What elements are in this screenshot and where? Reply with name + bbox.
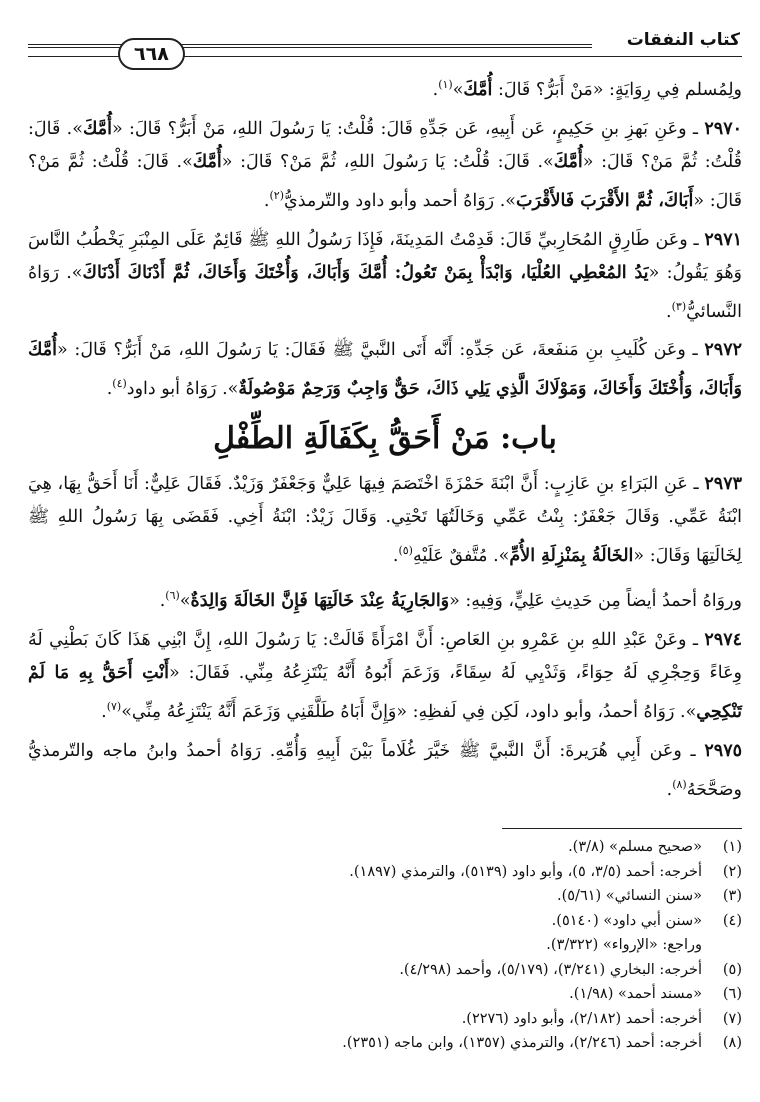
footnote-item: (٣) «سنن النسائي» (٥/٦١).	[556, 888, 742, 904]
hadith-2970: ٢٩٧٠ ـ وعَنِ بَهزِ بنِ حَكِيمٍ، عَن أَبِيهِ، عَن جَدِّهِ قَالَ: قُلْتُ: يَا رَسُولَ اللهِ، مَنْ أَبَرُّ؟ قَالَ: «أُمَّكَ». قَالَ: قُلْتُ: ثُمَّ مَنْ؟ قَالَ: «أُمَّكَ». قَالَ: قُلْتُ: يَا رَسُولَ اللهِ، ثُمَّ مَنْ؟ قَالَ: «أُمَّكَ». قَالَ: قُلْتُ: ثُمَّ مَنْ؟ قَالَ: «أَبَاكَ، ثُمَّ الأَقْرَبَ فَالأَقْرَبَ». رَوَاهُ أحمد وأبو داود والتّرمذيُّ$^{(٢)}$.	[28, 118, 743, 211]
page-number: ٦٦٨	[118, 38, 185, 70]
hadith-number: ٢٩٧٠	[704, 118, 743, 139]
footnote-item: (١) «صحيح مسلم» (٣/٨).	[568, 839, 742, 855]
footnotes	[28, 828, 742, 1056]
hadith-number: ٢٩٧٤	[704, 629, 742, 650]
hadith-number: ٢٩٧٣	[704, 474, 742, 495]
book-title: كتاب النفقات	[626, 30, 740, 50]
hadith-2972: ٢٩٧٢ ـ وعَن كُلَيبِ بنِ مَنفَعةَ، عَن جَدِّهِ: أَنَّه أَتَى النَّبيَّ ﷺ فَقَالَ: يَا رَسُولَ اللهِ، مَنْ أَبَرُّ؟ قَالَ: «أُمَّكَ وَأَبَاكَ، وَأُخْتَكَ وَأَخَاكَ، وَمَوْلَاكَ الَّذِي يَلِي ذَاكَ، حَقٌّ وَاجِبٌ وَرَحِمٌ مَوْصُولَةٌ». رَوَاهُ أبو داود$^{(٤)}$.	[28, 340, 742, 400]
hadith-number: ٢٩٧١	[704, 229, 742, 250]
footnote-item: وراجع: «الإرواء» (٣/٣٢٢).	[546, 937, 702, 953]
main-text	[28, 68, 742, 813]
paragraph-muslim-narration: ولِمُسلم فِي رِوَايَةٍ: «مَنْ أَبَرُّ؟ قَالَ: أُمَّكَ»$^{(١)}$.	[432, 78, 742, 100]
book-page	[28, 0, 742, 1102]
footnote-ref[interactable]: (٨)	[672, 777, 687, 791]
footnote-item: (٧) أخرجه: أحمد (٢/١٨٢)، وأبو داود (٢٢٧٦).	[461, 1010, 742, 1027]
footnote-ref[interactable]: (٧)	[106, 699, 122, 713]
hadith-number: ٢٩٧٥	[704, 740, 742, 761]
footnote-ref[interactable]: (٤)	[112, 377, 127, 391]
footnote-item: (٨) أخرجه: أحمد (٢/٢٤٦)، والترمذي (١٣٥٧)، وابن ماجه (٢٣٥١).	[342, 1035, 742, 1051]
footnote-item: (٢) أخرجه: أحمد (٣/٥، ٥)، وأبو داود (٥١٣٩)، والترمذي (١٨٩٧).	[349, 863, 742, 880]
footnote-ref[interactable]: (١)	[438, 78, 453, 91]
hadith-number: ٢٩٧٢	[704, 340, 742, 361]
hadith-2975: ٢٩٧٥ ـ وعَن أَبِي هُرَيرةَ: أَنَّ النَّبيَّ ﷺ خَيَّرَ غُلَاماً بَيْنَ أَبِيهِ وَأُمِّهِ. رَوَاهُ أحمدُ وابنُ ماجه والتّرمذيُّ وصَحَّحَهُ$^{(٨)}$.	[28, 740, 742, 800]
footnote-ref[interactable]: (٦)	[165, 589, 180, 603]
footnote-item: (٦) «مسند أحمد» (١/٩٨).	[569, 986, 742, 1002]
footnote-rule	[502, 828, 742, 829]
header-double-rule	[28, 44, 592, 48]
hadith-2974: ٢٩٧٤ ـ وعَنْ عَبْدِ اللهِ بنِ عَمْرِو بنِ العَاصِ: أَنَّ امْرَأَةً قَالَتْ: يَا رَسُولَ اللهِ، إِنَّ ابْنِي هَذَا كَانَ بَطْنِي لَهُ وِعَاءً وَحِجْرِي لَهُ حِوَاءً، وَثَدْيِي لَهُ سِقَاءً، وَزَعَمَ أَبُوهُ أَنَّهُ يَنْتَزِعُهُ مِنِّي. فَقَالَ: «أَنْتِ أَحَقُّ بِهِ مَا لَمْ تَنْكِحِي». رَوَاهُ أحمدُ، وأبو داود، لَكِن فِي لَفظِهِ: «وَإِنَّ أَبَاهُ طَلَّقَنِي وَزَعَمَ أَنَّهُ يَنْتَزِعُهُ مِنِّي»$^{(٧)}$.	[28, 629, 742, 722]
chapter-title: باب: مَنْ أَحَقُّ بِكَفَالَةِ الطِّفْلِ	[213, 421, 557, 457]
footnote-item: (٤) «سنن أبي داود» (٥١٤٠).	[551, 912, 742, 929]
page-header	[28, 0, 742, 65]
hadith-2973: ٢٩٧٣ ـ عَنِ البَرَاءِ بنِ عَازِبٍ: أَنَّ ابْنَةَ حَمْزَةَ اخْتَصَمَ فِيهَا عَلِيٌّ وَجَعْفَرٌ وَزَيْدٌ. فَقَالَ عَلِيٌّ: أَنَا أَحَقُّ بِهَا، هِيَ ابْنَةُ عَمِّي. وَقَالَ جَعْفَرٌ: بِنْتُ عَمِّي وَخَالَتُهَا تَحْتِي. وَقَالَ زَيْدٌ: ابْنَةُ أَخِي. فَقَضَى بِهَا رَسُولُ اللهِ ﷺ لِخَالَتِهَا وَقَالَ: «الخَالَةُ بِمَنْزِلَةِ الأُمِّ». مُتَّفقٌ عَلَيْهِ$^{(٥)}$.	[28, 474, 742, 567]
footnote-ref[interactable]: (٣)	[671, 299, 687, 313]
footnote-ref[interactable]: (٢)	[269, 188, 284, 202]
hadith-2973-ahmad: وروَاهُ أحمدُ أيضاً مِن حَدِيثِ عَلِيٍّ، وَفِيهِ: «وَالجَارِيَةُ عِنْدَ خَالَتِهَا فَإِنَّ الخَالَةَ وَالِدَةٌ»$^{(٦)}$.	[159, 589, 742, 611]
hadith-2971: ٢٩٧١ ـ وعَن طَارِقٍ المُحَارِبيِّ قَالَ: قَدِمْتُ المَدِينَةَ، فَإِذَا رَسُولُ اللهِ ﷺ قَائِمٌ عَلَى المِنْبَرِ يَخْطُبُ النَّاسَ وَهُوَ يَقُولُ: «يَدُ المُعْطِي العُلْيَا، وَابْدَأْ بِمَنْ تَعُولُ: أُمَّكَ وَأَبَاكَ، وَأُخْتَكَ وَأَخَاكَ، ثُمَّ أَدْنَاكَ أَدْنَاكَ». رَوَاهُ النَّسائيُّ$^{(٣)}$.	[28, 229, 742, 322]
footnote-item: (٥) أخرجه: البخاري (٣/٢٤١)، (٥/١٧٩)، وأحمد (٤/٢٩٨).	[399, 961, 742, 978]
footnote-ref[interactable]: (٥)	[398, 544, 413, 558]
